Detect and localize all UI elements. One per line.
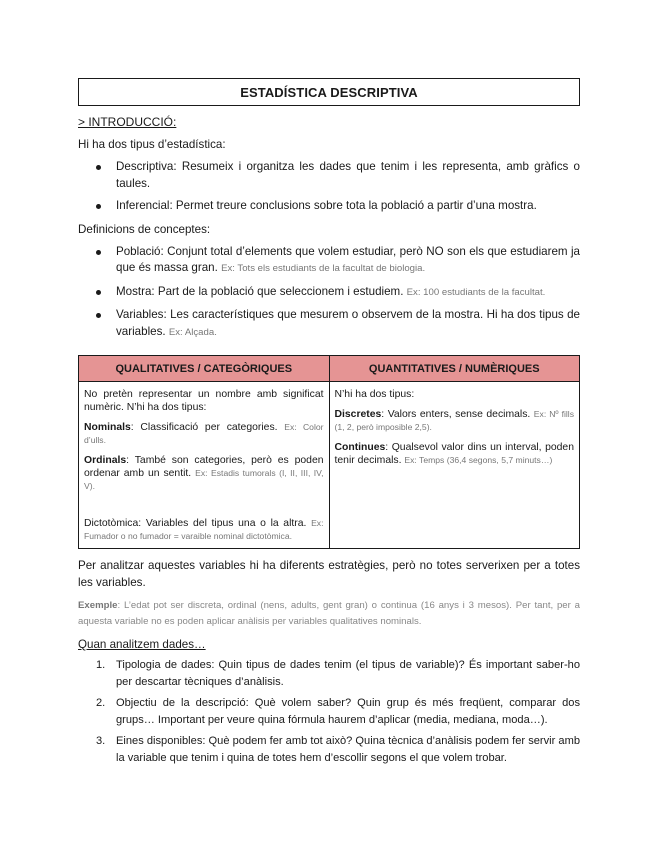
bullet-icon <box>96 250 101 255</box>
list-item <box>78 657 580 691</box>
continues-example: Ex: Temps (36,4 segons, 5,7 minuts…) <box>404 455 553 465</box>
definition-variables: Variables: Les característiques que mesurem o observem de la mostra. Hi ha dos tipus de variables. <box>116 308 580 338</box>
continues-text: : Qualsevol valor dins un interval, poden tenir decimals. <box>334 442 574 466</box>
list-item <box>78 244 580 278</box>
definition-example: Ex: Tots els estudiants de la facultat de biologia. <box>221 263 426 274</box>
stat-type-inferencial: Inferencial: Permet treure conclusions sobre tota la població a partir d’una mostra. <box>116 199 537 212</box>
list-item <box>78 198 580 215</box>
continues-label: Continues <box>334 442 386 453</box>
step-number: 1. <box>96 659 106 671</box>
ordinals-example: Ex: Estadis tumorals (I, II, III, IV, V). <box>84 468 324 491</box>
step-eines: Eines disponibles: Què podem fer amb tot això? Quina tècnica d’anàlisis podem fer servir amb la variable que tenim i quina de totes hem d’escollir segons el que volem trobar. <box>116 735 580 764</box>
step-number: 3. <box>96 735 106 747</box>
cell-quantitatives <box>329 382 580 549</box>
ordinals-text: : També son categories, però es poden ordenar amb un sentit. <box>84 455 324 479</box>
qualitative-intro: No pretèn representar un nombre amb significat numèric. N’hi ha dos tipus: <box>84 389 324 413</box>
analysis-steps-list <box>78 657 580 767</box>
list-item <box>78 695 580 729</box>
example-text: : L’edat pot ser discreta, ordinal (nens, adults, gent gran) o continua (16 anys i 3 mesos). Per tant, per a aquesta variable no es poden aplicar anàlisis per variables qualitatives nominals. <box>78 600 580 627</box>
section-heading-introduccio: > INTRODUCCIÓ: <box>78 115 177 129</box>
quantitative-intro: N’hi ha dos tipus: <box>334 389 415 400</box>
discretes-example: Ex: Nº fills (1, 2, però imposible 2,5). <box>334 409 574 432</box>
cell-qualitatives <box>79 382 330 549</box>
example-label: Exemple <box>78 600 118 611</box>
document-title: ESTADÍSTICA DESCRIPTIVA <box>78 78 580 106</box>
continues-entry <box>335 441 575 467</box>
ordinals-label: Ordinals <box>84 455 127 466</box>
ordinals-entry <box>84 454 324 493</box>
bullet-icon <box>96 313 101 318</box>
list-item <box>78 733 580 767</box>
definition-mostra: Mostra: Part de la població que seleccionem i estudiem. <box>116 284 404 298</box>
bullet-icon <box>96 204 101 209</box>
step-number: 2. <box>96 697 106 709</box>
intro-text: Hi ha dos tipus d’estadística: <box>78 138 226 151</box>
after-table-text: Per analitzar aquestes variables hi ha diferents estratègies, però no totes serverixen per a totes les variables. <box>78 559 580 589</box>
dicotomica-example: Ex: Fumador o no fumador = varaible nominal dictotòmica. <box>84 518 324 541</box>
discretes-entry <box>335 408 575 434</box>
stat-types-list <box>78 159 580 215</box>
definition-poblacio: Població: Conjunt total d’elements que volem estudiar, però NO son els que estudiarem ja que és massa gran. <box>116 244 580 274</box>
list-item <box>78 159 580 192</box>
nominals-text: : Classificació per categories. <box>130 422 278 433</box>
step-tipologia: Tipologia de dades: Quin tipus de dades tenim (el tipus de variable)? És important saber-ho per descartar tècniques d’anàlisis. <box>116 659 580 688</box>
discretes-label: Discretes <box>334 409 382 420</box>
analysis-heading: Quan analitzem dades… <box>78 638 206 651</box>
list-item <box>78 307 580 341</box>
nominals-example: Ex: Color d’ulls. <box>84 422 324 445</box>
example-paragraph <box>78 598 580 630</box>
bullet-icon <box>96 165 101 170</box>
list-item <box>78 284 580 302</box>
nominals-label: Nominals <box>84 422 131 433</box>
bullet-icon <box>96 290 101 295</box>
dicotomica-entry <box>84 517 324 543</box>
definitions-intro: Definicions de conceptes: <box>78 222 211 236</box>
header-quantitatives: QUANTITATIVES / NUMÈRIQUES <box>329 356 580 382</box>
document-page <box>78 78 580 771</box>
definitions-list <box>78 244 580 342</box>
nominals-entry <box>84 421 324 447</box>
stat-type-descriptiva: Descriptiva: Resumeix i organitza les dades que tenim i les representa, amb gràfics o taules. <box>116 160 580 190</box>
definition-example: Ex: 100 estudiants de la facultat. <box>406 286 546 298</box>
variables-table <box>78 355 580 549</box>
discretes-text: : Valors enters, sense decimals. <box>381 409 531 420</box>
definition-example: Ex: Alçada. <box>168 326 217 338</box>
dicotomica-text: Dictotòmica: Variables del tipus una o la altra. <box>84 518 307 529</box>
step-objectiu: Objectiu de la descripció: Què volem saber? Quin grup és més freqüent, comparar dos grups… Important per veure quina fórmula haurem d’aplicar (media, mediana, moda…). <box>116 697 580 726</box>
header-qualitatives: QUALITATIVES / CATEGÒRIQUES <box>79 356 330 382</box>
